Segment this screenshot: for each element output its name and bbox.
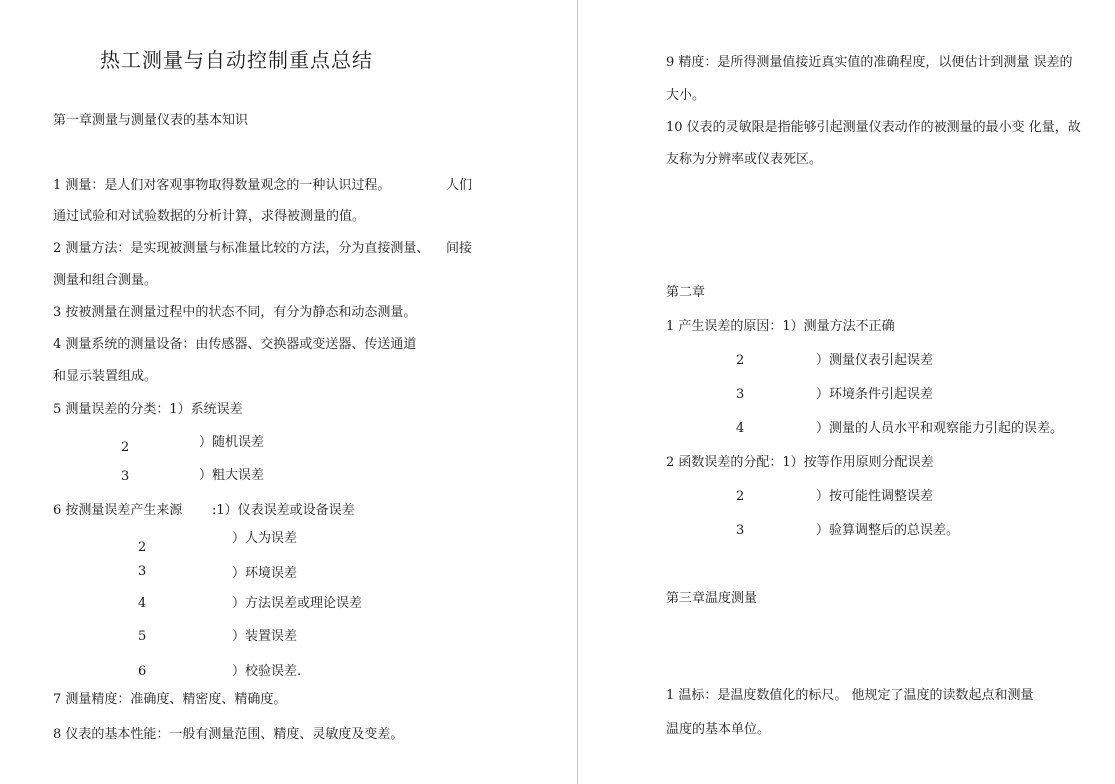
item5-sub3-text: ）粗大误差: [199, 468, 265, 483]
item5-sub3-number: 3: [121, 469, 130, 484]
item6-line-tail: :1）仪表误差或设备误差: [212, 503, 355, 518]
item8-line: 8 仪表的基本性能：一般有测量范围、精度、灵敏度及变差。: [53, 727, 404, 742]
item10-line1: 10 仪表的灵敏限是指能够引起测量仪表动作的被测量的最小变 化量，故: [666, 120, 1081, 135]
item6-sub4-text: ）方法误差或理论误差: [232, 596, 363, 611]
item4-line1: 4 测量系统的测量设备：由传感器、交换器或变送器、传送通道: [53, 337, 417, 352]
item5-line: 5 测量误差的分类：1）系统误差: [53, 402, 243, 417]
item6-sub6-number: 6: [138, 664, 147, 679]
item5-sub2-text: ）随机误差: [199, 435, 265, 450]
item6-sub4-number: 4: [138, 596, 147, 611]
ch2-item1-sub3-text: ）环境条件引起误差: [816, 387, 934, 402]
ch2-item2-line: 2 函数误差的分配：1）按等作用原则分配误差: [666, 455, 934, 470]
item4-line2: 和显示装置组成。: [53, 369, 158, 384]
ch2-item2-sub2-text: ）按可能性调整误差: [816, 489, 934, 504]
item1-line2: 通过试验和对试验数据的分析计算，求得被测量的值。: [53, 209, 366, 224]
ch2-item1-sub4-text: ）测量的人员水平和观察能力引起的误差。: [816, 421, 1064, 436]
item1-line1: 1 测量：是人们对客观事物取得数量观念的一种认识过程。: [53, 178, 391, 193]
ch3-item1-line2: 温度的基本单位。: [666, 722, 771, 737]
item6-line: 6 按测量误差产生来源: [53, 503, 183, 518]
chapter3-heading: 第三章温度测量: [666, 591, 758, 606]
ch2-item1-sub3-number: 3: [736, 387, 745, 402]
ch3-item1-line1: 1 温标：是温度数值化的标尺。 他规定了温度的读数起点和测量: [666, 688, 1034, 703]
item6-sub5-number: 5: [138, 629, 147, 644]
item9-line1: 9 精度：是所得测量值接近真实值的准确程度，以便估计到测量 误差的: [666, 55, 1073, 70]
item6-sub2-number: 2: [138, 540, 147, 555]
item6-sub3-number: 3: [138, 564, 147, 579]
item2-line1-tail: 间接: [446, 241, 473, 256]
ch2-item1-sub4-number: 4: [736, 421, 745, 436]
item6-sub3-text: ）环境误差: [232, 566, 298, 581]
chapter2-heading: 第二章: [666, 285, 706, 300]
item10-line2: 友称为分辨率或仪表死区。: [666, 152, 823, 167]
item3-line: 3 按被测量在测量过程中的状态不同，有分为静态和动态测量。: [53, 305, 417, 320]
item6-sub2-text: ）人为误差: [232, 531, 298, 546]
chapter1-heading: 第一章测量与测量仪表的基本知识: [53, 113, 249, 128]
ch2-item1-line: 1 产生误差的原因：1）测量方法不正确: [666, 319, 895, 334]
ch2-item2-sub3-number: 3: [736, 523, 745, 538]
ch2-item1-sub2-number: 2: [736, 353, 745, 368]
item6-sub5-text: ）装置误差: [232, 629, 298, 644]
ch2-item2-sub2-number: 2: [736, 489, 745, 504]
right-page: [578, 0, 1115, 784]
item7-line: 7 测量精度：准确度、精密度、精确度。: [53, 692, 287, 707]
item1-line1-tail: 人们: [446, 178, 473, 193]
item9-line2: 大小。: [666, 88, 706, 103]
item6-sub6-text: ）校验误差.: [232, 664, 302, 679]
item2-line2: 测量和组合测量。: [53, 273, 158, 288]
item5-sub2-number: 2: [121, 440, 130, 455]
document-title: 热工测量与自动控制重点总结: [100, 48, 373, 72]
ch2-item1-sub2-text: ）测量仪表引起误差: [816, 353, 934, 368]
item2-line1: 2 测量方法：是实现被测量与标准量比较的方法，分为直接测量、: [53, 241, 430, 256]
ch2-item2-sub3-text: ）验算调整后的总误差。: [816, 523, 960, 538]
